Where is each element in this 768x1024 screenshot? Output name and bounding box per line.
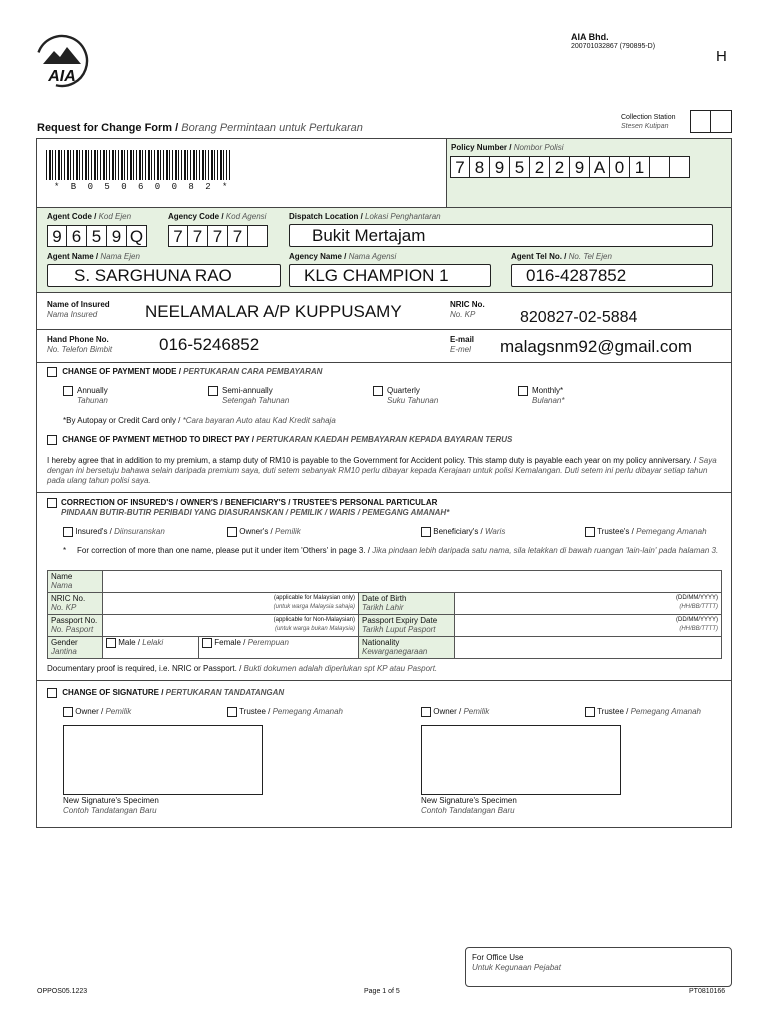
company-reg-no: 200701032867 (790895-D) (571, 43, 656, 50)
checkbox[interactable] (227, 707, 237, 717)
checkbox[interactable] (63, 386, 73, 396)
insured-nric-value[interactable]: 820827-02-5884 (520, 309, 638, 326)
divider-contact (37, 362, 731, 363)
agent-name-label: Agent Name / Nama Ejen (47, 252, 140, 261)
policy-number-label: Policy Number / Nombor Polisi (451, 143, 564, 152)
payment-method-text: I hereby agree that in addition to my premium, a stamp duty of RM10 is payable to the Government for Accident policy. This stamp duty is payable each year on my policy anniversary. / Saya dengan ini bersetuju bahawa selain daripada premium saya, duti setem sebanyak RM10 perlu dibayar kepada Kerajaan untuk polisi Kemalangan. Duti setem ini perlu dibayar setiap tahun pada ulang tahun polisi saya. (47, 456, 717, 485)
gender-female-option[interactable]: Female / Perempuan (199, 637, 359, 659)
corner-mark: H (716, 48, 727, 65)
barcode (46, 150, 230, 192)
nric-cell: NRIC No. No. KP (48, 593, 103, 615)
footer-form-code: OPPOS05.1223 (37, 988, 88, 995)
payment-option-monthly[interactable]: Monthly* Bulanan* (518, 386, 564, 406)
divider-payment (37, 492, 731, 493)
nationality-input[interactable] (455, 637, 722, 659)
insured-name-label: Name of Insured Nama Insured (47, 300, 110, 319)
agent-code-boxes[interactable]: 9 6 5 9 Q (47, 225, 147, 247)
divider-insured (37, 329, 731, 330)
footer-page-number: Page 1 of 5 (364, 988, 400, 995)
checkbox[interactable] (518, 386, 528, 396)
signature-specimen-box-right[interactable] (421, 725, 621, 795)
correction-option-insured[interactable]: Insured's / Diinsuranskan (63, 527, 165, 537)
collection-station-box[interactable] (690, 110, 732, 133)
correction-note: For correction of more than one name, please put it under item 'Others' in page 3. / Jika pindaan lebih daripada satu nama, sila letakkan di bawah ruangan 'lain-lain' pada halaman 3. (77, 546, 719, 555)
dob-cell: Date of Birth Tarikh Lahir (359, 593, 455, 615)
payment-method-checkbox[interactable] (47, 435, 57, 445)
signature-owner-left[interactable]: Owner / Pemilik (63, 707, 131, 717)
correction-checkbox[interactable] (47, 498, 57, 508)
payment-option-annually[interactable]: Annually Tahunan (63, 386, 108, 406)
name-input[interactable] (103, 571, 722, 593)
agency-code-label: Agency Code / Kod Agensi (168, 212, 267, 221)
insured-nric-label: NRIC No. No. KP (450, 300, 485, 319)
barcode-text: * B 0 5 0 6 0 0 8 2 * (54, 182, 231, 192)
documentary-proof-note: Documentary proof is required, i.e. NRIC or Passport. / Bukti dokumen adalah diperlukan spt KP atau Pasport. (47, 664, 438, 673)
signature-header: CHANGE OF SIGNATURE / PERTUKARAN TANDATANGAN (47, 688, 284, 698)
hand-phone-value[interactable]: 016-5246852 (159, 335, 260, 354)
signature-checkbox[interactable] (47, 688, 57, 698)
correction-option-owner[interactable]: Owner's / Pemilik (227, 527, 301, 537)
office-use-label: For Office Use (472, 953, 524, 962)
checkbox[interactable] (208, 386, 218, 396)
passport-cell: Passport No. No. Pasport (48, 615, 103, 637)
collection-station-label: Collection Station Stesen Kutipan (621, 114, 676, 130)
signature-trustee-right[interactable]: Trustee / Pemegang Amanah (585, 707, 701, 717)
checkbox[interactable] (421, 707, 431, 717)
correction-header: CORRECTION OF INSURED'S / OWNER'S / BENEFICIARY'S / TRUSTEE'S PERSONAL PARTICULAR PINDAAN BUTIR-BUTIR PERIBADI YANG DIASURANSKAN / PEMILIK / WARIS / PEMEGANG AMANAH* (47, 498, 449, 518)
gender-cell: Gender Jantina (48, 637, 103, 659)
correction-option-beneficiary[interactable]: Beneficiary's / Waris (421, 527, 505, 537)
correction-note-star: * (63, 546, 67, 555)
payment-option-semi-annually[interactable]: Semi-annually Setengah Tahunan (208, 386, 289, 406)
form-title: Request for Change Form / Borang Permintaan untuk Pertukaran (37, 122, 363, 134)
name-cell: Name Nama (48, 571, 103, 593)
payment-option-quarterly[interactable]: Quarterly Suku Tahunan (373, 386, 438, 406)
email-value[interactable]: malagsnm92@gmail.com (500, 337, 693, 356)
checkbox[interactable] (63, 527, 73, 537)
checkbox[interactable] (373, 386, 383, 396)
payment-mode-note: *By Autopay or Credit Card only / *Cara bayaran Auto atau Kad Kredit sahaja (63, 416, 336, 425)
divider-correction (37, 680, 731, 681)
agent-code-label: Agent Code / Kod Ejen (47, 212, 132, 221)
nationality-cell: Nationality Kewarganegaraan (359, 637, 455, 659)
dispatch-location-label: Dispatch Location / Lokasi Penghantaran (289, 212, 441, 221)
office-use-label-ms: Untuk Kegunaan Pejabat (472, 963, 561, 972)
signature-specimen-label-right: New Signature's Specimen Contoh Tandatangan Baru (421, 796, 517, 815)
footer-ref-code: PT0810166 (689, 988, 726, 995)
aia-logo (34, 34, 90, 88)
checkbox[interactable] (421, 527, 431, 537)
gender-male-option[interactable]: Male / Lelaki (103, 637, 199, 659)
logo-text: AIA (48, 68, 76, 85)
nric-input[interactable]: (applicable for Malaysian only) (untuk warga Malaysia sahaja) (103, 593, 359, 615)
particulars-table (47, 570, 722, 659)
agency-name-field[interactable]: KLG CHAMPION 1 (289, 264, 491, 287)
checkbox[interactable] (63, 707, 73, 717)
checkbox[interactable] (585, 707, 595, 717)
payment-mode-header: CHANGE OF PAYMENT MODE / PERTUKARAN CARA PEMBAYARAN (47, 367, 322, 377)
hand-phone-label: Hand Phone No. No. Telefon Bimbit (47, 335, 113, 354)
agency-code-boxes[interactable]: 7 7 7 7 (168, 225, 268, 247)
payment-method-header: CHANGE OF PAYMENT METHOD TO DIRECT PAY / PERTUKARAN KAEDAH PEMBAYARAN KEPADA BAYARAN TERUS (47, 435, 512, 445)
policy-number-boxes[interactable]: 7 8 9 5 2 2 9 A 0 1 (450, 156, 690, 178)
signature-specimen-label-left: New Signature's Specimen Contoh Tandatangan Baru (63, 796, 159, 815)
dob-input[interactable]: (DD/MM/YYYY) (HH/BB/TTTT) (455, 593, 722, 615)
company-name: AIA Bhd. (571, 32, 609, 42)
checkbox[interactable] (202, 638, 212, 648)
signature-specimen-box-left[interactable] (63, 725, 263, 795)
agency-name-label: Agency Name / Nama Agensi (289, 252, 397, 261)
email-label: E-mail E-mel (450, 335, 475, 354)
checkbox[interactable] (227, 527, 237, 537)
insured-name-value[interactable]: NEELAMALAR A/P KUPPUSAMY (145, 302, 402, 321)
office-use-box (465, 947, 732, 987)
checkbox[interactable] (106, 638, 116, 648)
payment-mode-checkbox[interactable] (47, 367, 57, 377)
signature-trustee-left[interactable]: Trustee / Pemegang Amanah (227, 707, 343, 717)
checkbox[interactable] (585, 527, 595, 537)
passport-expiry-cell: Passport Expiry Date Tarikh Luput Pasport (359, 615, 455, 637)
dispatch-location-field[interactable]: Bukit Mertajam (289, 224, 713, 247)
agent-tel-label: Agent Tel No. / No. Tel Ejen (511, 252, 612, 261)
correction-option-trustee[interactable]: Trustee's / Pemegang Amanah (585, 527, 707, 537)
signature-owner-right[interactable]: Owner / Pemilik (421, 707, 489, 717)
agent-name-field[interactable]: S. SARGHUNA RAO (47, 264, 281, 287)
passport-input[interactable]: (applicable for Non-Malaysian) (untuk warga bukan Malaysia) (103, 615, 359, 637)
agent-tel-field[interactable]: 016-4287852 (511, 264, 713, 287)
passport-expiry-input[interactable]: (DD/MM/YYYY) (HH/BB/TTTT) (455, 615, 722, 637)
